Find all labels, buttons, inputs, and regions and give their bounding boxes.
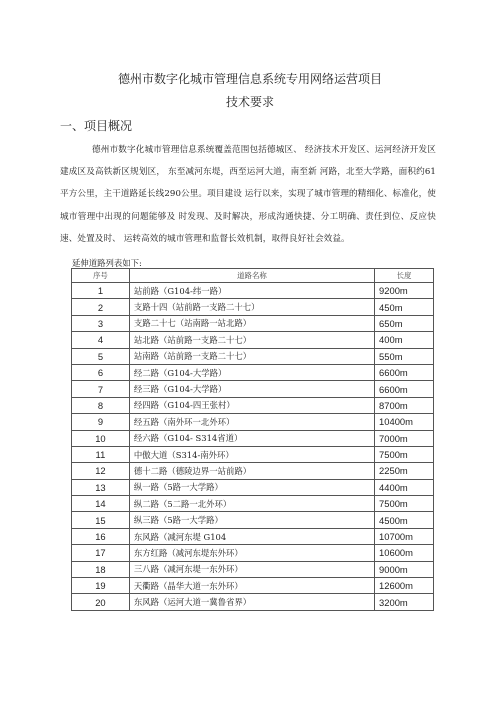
header-length: 长度 <box>375 269 434 283</box>
table-row <box>72 381 434 397</box>
road-name-cell: 东风路（减河东堤 G104 <box>129 528 374 544</box>
row-number-cell: 9 <box>72 414 130 430</box>
table-row <box>72 299 434 315</box>
road-length-cell: 10400m <box>375 414 434 430</box>
row-number-cell: 1 <box>72 283 130 299</box>
table-row <box>72 463 434 479</box>
road-name-cell: 经四路（G104-四王张村） <box>129 397 374 413</box>
road-length-cell: 4500m <box>375 512 434 528</box>
row-number-cell: 14 <box>72 496 130 512</box>
road-name-cell: 支路二十七（站南路一站北路） <box>129 315 374 331</box>
road-table <box>71 268 434 611</box>
road-name-cell: 东方红路（减河东堤东外环） <box>129 545 374 561</box>
road-length-cell: 450m <box>375 299 434 315</box>
road-name-cell: 站前路（G104-纬一路） <box>129 283 374 299</box>
section-heading: 一、项目概况 <box>60 119 133 133</box>
road-name-cell: 德十二路（德陵边界一站前路） <box>129 463 374 479</box>
row-number-cell: 10 <box>72 430 130 446</box>
table-row <box>72 512 434 528</box>
table-row <box>72 528 434 544</box>
row-number-cell: 3 <box>72 315 130 331</box>
table-row <box>72 364 434 380</box>
row-number-cell: 4 <box>72 332 130 348</box>
row-number-cell: 11 <box>72 446 130 462</box>
table-row <box>72 545 434 561</box>
row-number-cell: 13 <box>72 479 130 495</box>
row-number-cell: 19 <box>72 578 130 594</box>
road-length-cell: 550m <box>375 348 434 364</box>
overview-paragraph <box>60 139 436 250</box>
road-length-cell: 10600m <box>375 545 434 561</box>
road-name-cell: 中傲大道（S314-南外环） <box>129 446 374 462</box>
road-name-cell: 支路十四（站前路一支路二十七） <box>129 299 374 315</box>
road-name-cell: 站北路（站前路一支路二十七） <box>129 332 374 348</box>
road-name-cell: 纵三路（5路一大学路） <box>129 512 374 528</box>
header-number: 序号 <box>72 269 130 283</box>
road-name-cell: 东风路（运河大道一冀鲁省界） <box>129 594 374 610</box>
road-length-cell: 3200m <box>375 594 434 610</box>
road-name-cell: 经五路（南外环一北外环） <box>129 414 374 430</box>
document-title: 德州市数字化城市管理信息系统专用网络运营项目 <box>117 72 382 86</box>
row-number-cell: 17 <box>72 545 130 561</box>
header-road-name: 道路名称 <box>129 269 374 283</box>
road-length-cell: 7500m <box>375 446 434 462</box>
table-row <box>72 283 434 299</box>
table-row <box>72 348 434 364</box>
table-row <box>72 561 434 577</box>
row-number-cell: 6 <box>72 364 130 380</box>
row-number-cell: 16 <box>72 528 130 544</box>
road-name-cell: 经六路（G104- S314省道） <box>129 430 374 446</box>
row-number-cell: 2 <box>72 299 130 315</box>
table-header-row <box>72 269 434 283</box>
road-length-cell: 650m <box>375 315 434 331</box>
road-length-cell: 8700m <box>375 397 434 413</box>
table-row <box>72 496 434 512</box>
road-name-cell: 纵一路（5路一大学路） <box>129 479 374 495</box>
road-length-cell: 9000m <box>375 561 434 577</box>
table-row <box>72 446 434 462</box>
road-length-cell: 4400m <box>375 479 434 495</box>
road-length-cell: 7000m <box>375 430 434 446</box>
road-length-cell: 2250m <box>375 463 434 479</box>
road-name-cell: 天衢路（晶华大道一东外环） <box>129 578 374 594</box>
road-length-cell: 9200m <box>375 283 434 299</box>
row-number-cell: 7 <box>72 381 130 397</box>
road-length-cell: 7500m <box>375 496 434 512</box>
row-number-cell: 18 <box>72 561 130 577</box>
road-length-cell: 400m <box>375 332 434 348</box>
table-row <box>72 332 434 348</box>
road-name-cell: 三八路（减河东堤一东外环） <box>129 561 374 577</box>
overview-text: 德州市数字化城市管理信息系统覆盖范围包括德城区、 经济技术开发区、运河经济开发区建成区及高铁新区规划区， 东至减河东堤，西至运河大道，南至新 河路，北至大学路，面积约61平方公里，主干道路延长线290公里。项目建设 运行以来，实现了城市管理的精细化、标准化，使城市管理中出现的问题能够及 时发现、及时解决，形成沟通快捷、分工明确、责任到位、反应快速、处置及时、 运转高效的城市管理和监督长效机制，取得良好社会效益。 <box>60 145 436 244</box>
table-row <box>72 315 434 331</box>
table-row <box>72 414 434 430</box>
row-number-cell: 8 <box>72 397 130 413</box>
table-row <box>72 397 434 413</box>
table-row <box>72 578 434 594</box>
document-subtitle: 技术要求 <box>225 95 274 109</box>
road-length-cell: 10700m <box>375 528 434 544</box>
table-caption: 延伸道路列表如下: <box>72 258 142 268</box>
row-number-cell: 12 <box>72 463 130 479</box>
table-row <box>72 479 434 495</box>
row-number-cell: 5 <box>72 348 130 364</box>
road-length-cell: 6600m <box>375 364 434 380</box>
road-name-cell: 纵二路（5二路一北外环） <box>129 496 374 512</box>
road-name-cell: 经二路（G104-大学路） <box>129 364 374 380</box>
table-row <box>72 430 434 446</box>
table-row <box>72 594 434 610</box>
road-name-cell: 经三路（G104-大学路） <box>129 381 374 397</box>
road-name-cell: 站南路（站前路一支路二十七） <box>129 348 374 364</box>
road-length-cell: 12600m <box>375 578 434 594</box>
row-number-cell: 20 <box>72 594 130 610</box>
row-number-cell: 15 <box>72 512 130 528</box>
road-length-cell: 6600m <box>375 381 434 397</box>
